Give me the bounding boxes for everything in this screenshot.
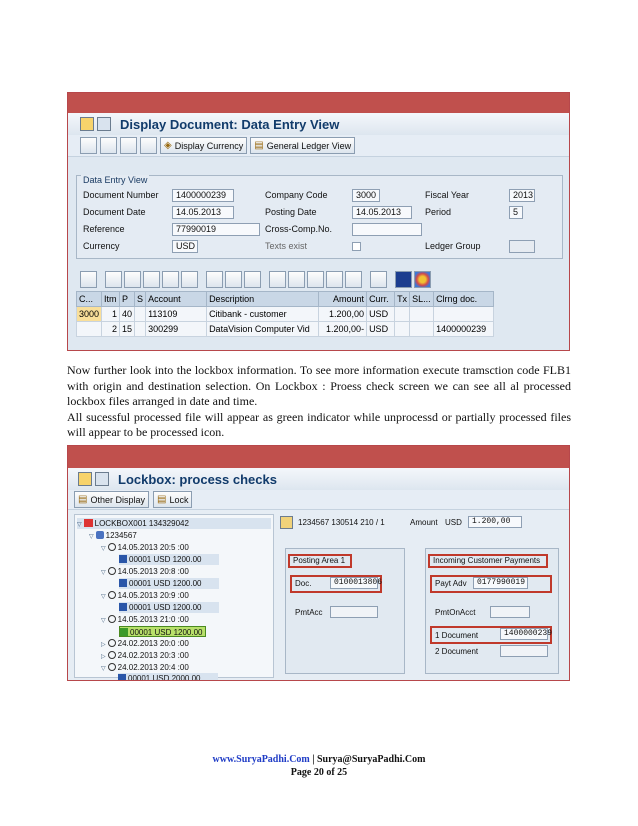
tree-node-time[interactable] — [101, 638, 189, 649]
table-cell: 1.200,00- — [319, 322, 367, 337]
tree-node-item[interactable] — [119, 602, 219, 613]
info-icon[interactable] — [395, 271, 412, 288]
word-icon[interactable] — [307, 271, 324, 288]
other-display-button[interactable] — [74, 491, 149, 508]
column-header[interactable]: C... — [77, 292, 102, 307]
incoming-payments-label: Incoming Customer Payments — [433, 556, 541, 565]
footer-separator: | — [309, 754, 317, 765]
table-cell: USD — [367, 307, 395, 322]
payt-adv-field[interactable]: 0177990019 — [473, 577, 528, 589]
doc-label: Doc. — [295, 579, 312, 588]
change-layout-icon[interactable] — [345, 271, 362, 288]
table-cell: 1.200,00 — [319, 307, 367, 322]
general-ledger-view-label: General Ledger View — [266, 140, 352, 151]
doc-field[interactable]: 0100013806 — [330, 577, 378, 589]
other-document-icon[interactable] — [100, 137, 117, 154]
tree-node-label: 14.05.2013 21:0 :00 — [117, 615, 189, 624]
table-cell — [77, 322, 102, 337]
column-header[interactable]: Itm — [102, 292, 120, 307]
fiscal-year-label: Fiscal Year — [425, 190, 470, 200]
other-display-label: Other Display — [90, 494, 145, 505]
export-icon[interactable] — [269, 271, 286, 288]
clock-icon — [108, 663, 116, 671]
menu-icon[interactable] — [78, 472, 92, 486]
document-number-field[interactable]: 1400000239 — [172, 189, 234, 202]
posting-date-label: Posting Date — [265, 207, 317, 217]
tree-node-label: 24.02.2013 20:0 :00 — [117, 639, 189, 648]
lock-icon: ▤ — [156, 494, 167, 505]
table-cell — [395, 307, 410, 322]
amount-field[interactable]: 1.200,00 — [468, 516, 522, 528]
table-cell: Citibank - customer — [207, 307, 319, 322]
column-header[interactable]: Curr. — [367, 292, 395, 307]
table-cell: 1 — [102, 307, 120, 322]
table-cell: DataVision Computer Vid — [207, 322, 319, 337]
document-date-label: Document Date — [83, 207, 146, 217]
paragraph-2: All sucessful processed file will appear as green indicator while unprocessd or partially processed files will appear to be processed icon. — [67, 409, 571, 439]
search-icon[interactable] — [120, 137, 137, 154]
title-bar — [68, 113, 569, 135]
table-cell: 2 — [102, 322, 120, 337]
cross-comp-field[interactable] — [352, 223, 422, 236]
filter-find-icon[interactable] — [124, 271, 141, 288]
table-row[interactable] — [77, 307, 494, 322]
header-bar — [68, 93, 569, 113]
doc2-label: 2 Document — [435, 647, 479, 656]
table-cell — [410, 307, 434, 322]
check-icon — [119, 603, 127, 611]
lock-button[interactable] — [153, 491, 192, 508]
table-cell: 40 — [120, 307, 135, 322]
screenshot-lockbox-process-checks — [67, 445, 570, 681]
document-icon — [280, 516, 293, 529]
tree-node-label: 00001 USD 1200.00 — [130, 628, 203, 637]
clock-icon — [108, 615, 116, 623]
expand-icon[interactable]: ▽ — [101, 666, 106, 672]
column-header[interactable]: Clrng doc. — [434, 292, 494, 307]
first-icon[interactable] — [105, 271, 122, 288]
company-code-field[interactable]: 3000 — [352, 189, 380, 202]
period-field[interactable]: 5 — [509, 206, 523, 219]
find-next-icon[interactable] — [143, 271, 160, 288]
ledger-group-label: Ledger Group — [425, 241, 481, 251]
email-text: Surya@SuryaPadhi.Com — [316, 754, 426, 765]
tree-node-label: 00001 USD 2000.00 — [128, 674, 201, 681]
texts-exist-label: Texts exist — [265, 241, 308, 251]
clock-icon — [108, 639, 116, 647]
table-row[interactable] — [77, 322, 494, 337]
clock-icon — [108, 543, 116, 551]
table-cell — [434, 307, 494, 322]
currency-label: Currency — [83, 241, 120, 251]
header-reference: 1234567 130514 210 / 1 — [298, 518, 385, 527]
sum-icon[interactable] — [206, 271, 223, 288]
table-cell — [410, 322, 434, 337]
line-items-table — [76, 291, 494, 337]
cross-comp-label: Cross-Comp.No. — [265, 224, 333, 234]
general-ledger-view-button[interactable] — [250, 137, 355, 154]
period-label: Period — [425, 207, 452, 217]
spreadsheet-icon[interactable] — [288, 271, 305, 288]
grid-toolbar — [80, 271, 431, 289]
column-header[interactable]: Description — [207, 292, 319, 307]
posting-area-label: Posting Area 1 — [293, 556, 346, 565]
tree-node-label: 14.05.2013 20:8 :00 — [117, 567, 189, 576]
tree-node-root[interactable] — [77, 518, 271, 529]
header-bar — [68, 446, 569, 468]
tree-node-time[interactable] — [101, 566, 189, 577]
posting-date-field[interactable]: 14.05.2013 — [352, 206, 412, 219]
pmtonacct-field[interactable] — [490, 606, 530, 618]
screenshot-display-document — [67, 92, 570, 351]
details-icon[interactable] — [80, 271, 97, 288]
expand-icon[interactable]: ▽ — [101, 618, 106, 624]
tree-node-label: 14.05.2013 20:5 :00 — [117, 543, 189, 552]
clock-icon — [108, 567, 116, 575]
tree-node-label: 14.05.2013 20:9 :00 — [117, 591, 189, 600]
tree-node-item[interactable] — [119, 578, 219, 589]
document-number-label: Document Number — [83, 190, 159, 200]
status-icon[interactable] — [97, 117, 111, 131]
title-bar — [68, 468, 569, 490]
clock-icon — [108, 591, 116, 599]
payt-adv-label: Payt Adv — [435, 579, 467, 588]
lockbox-icon — [84, 519, 93, 527]
paragraph-1: Now further look into the lockbox information. To see more information execute tramsction code FLB1 with origin and destination selection. On Lockbox : Proess check screen we can see all al processed lockbox files arranged in date and time. — [67, 363, 571, 408]
reference-label: Reference — [83, 224, 125, 234]
column-header[interactable]: Account — [146, 292, 207, 307]
toolbar — [68, 135, 569, 157]
sort-icon[interactable] — [162, 271, 179, 288]
table-cell: USD — [367, 322, 395, 337]
fiscal-year-field[interactable]: 2013 — [509, 189, 535, 202]
table-cell: 300299 — [146, 322, 207, 337]
tree-node-item[interactable] — [118, 673, 218, 681]
column-header[interactable]: Tx — [395, 292, 410, 307]
table-cell: 1400000239 — [434, 322, 494, 337]
tree-node-batch[interactable] — [89, 530, 137, 541]
table-header-row — [77, 292, 494, 307]
doc1-field[interactable]: 1400000239 — [500, 628, 548, 640]
menu-icon[interactable] — [80, 117, 94, 131]
amount-currency: USD — [445, 518, 462, 527]
table-cell — [395, 322, 410, 337]
tree-node-label: 00001 USD 1200.00 — [129, 603, 202, 612]
lock-label: Lock — [169, 494, 189, 505]
expand-icon[interactable]: ▽ — [101, 570, 106, 576]
check-icon — [119, 555, 127, 563]
currency-field[interactable]: USD — [172, 240, 198, 253]
table-cell: 15 — [120, 322, 135, 337]
column-header[interactable]: Amount — [319, 292, 367, 307]
document-date-field[interactable]: 14.05.2013 — [172, 206, 234, 219]
expand-icon[interactable]: ▽ — [101, 546, 106, 552]
batch-icon — [96, 531, 104, 539]
table-cell — [135, 307, 146, 322]
expand-icon[interactable]: ▽ — [89, 534, 94, 540]
tree-node-label: 24.02.2013 20:3 :00 — [117, 651, 189, 660]
toolbar — [68, 490, 569, 510]
tree-node-item[interactable] — [119, 554, 219, 565]
clock-icon — [108, 651, 116, 659]
pmtacc-label: PmtAcc — [295, 608, 323, 617]
tree-node-time[interactable] — [101, 542, 189, 553]
display-currency-label: Display Currency — [174, 140, 244, 151]
expand-icon[interactable]: ▽ — [101, 594, 106, 600]
reference-field[interactable]: 77990019 — [172, 223, 260, 236]
doc2-field[interactable] — [500, 645, 548, 657]
columns-icon[interactable] — [370, 271, 387, 288]
currency-icon: ◈ — [164, 140, 172, 151]
tree-node-item-processed[interactable] — [119, 626, 206, 637]
column-header[interactable]: SL... — [410, 292, 434, 307]
footer-line — [0, 753, 638, 766]
status-icon[interactable] — [95, 472, 109, 486]
filter-icon[interactable] — [181, 271, 198, 288]
check-icon — [119, 579, 127, 587]
screen-title: Display Document: Data Entry View — [120, 116, 340, 132]
display-currency-button[interactable] — [160, 137, 247, 154]
lockbox-tree — [74, 514, 274, 678]
tree-node-time[interactable] — [101, 590, 189, 601]
collapse-icon[interactable]: ▷ — [101, 642, 106, 648]
tree-node-label: LOCKBOX001 134329042 — [94, 519, 189, 528]
tree-node-time[interactable] — [101, 614, 189, 625]
subtotal-icon[interactable] — [225, 271, 242, 288]
pmtacc-field[interactable] — [330, 606, 378, 618]
column-header[interactable]: S — [135, 292, 146, 307]
texts-exist-checkbox[interactable] — [352, 242, 361, 251]
print-preview-icon[interactable] — [244, 271, 261, 288]
table-cell: 113109 — [146, 307, 207, 322]
page-footer — [0, 753, 638, 779]
layout-icon[interactable] — [326, 271, 343, 288]
table-cell — [135, 322, 146, 337]
green-indicator-icon — [120, 628, 128, 636]
tree-node-time[interactable] — [101, 662, 189, 673]
doc1-label: 1 Document — [435, 631, 479, 640]
graphic-icon[interactable] — [414, 271, 431, 288]
display-icon: ▤ — [78, 494, 88, 505]
pmtonacct-label: PmtOnAcct — [435, 608, 476, 617]
expand-icon[interactable]: ▽ — [77, 522, 82, 528]
print-icon[interactable] — [140, 137, 157, 154]
collapse-icon[interactable]: ▷ — [101, 654, 106, 660]
site-link[interactable]: www.SuryaPadhi.Com — [212, 754, 310, 765]
tree-node-label: 24.02.2013 20:4 :00 — [117, 663, 189, 672]
body-text — [67, 363, 571, 441]
amount-label: Amount — [410, 518, 438, 527]
company-code-label: Company Code — [265, 190, 328, 200]
page-number: Page 20 of 25 — [290, 767, 348, 778]
column-header[interactable]: P — [120, 292, 135, 307]
tree-node-label: 00001 USD 1200.00 — [129, 579, 202, 588]
tree-node-label: 00001 USD 1200.00 — [129, 555, 202, 564]
tree-node-label: 1234567 — [105, 531, 137, 540]
ledger-group-field[interactable] — [509, 240, 535, 253]
table-cell: 3000 — [77, 307, 102, 322]
group-title: Data Entry View — [83, 175, 148, 185]
tree-node-time[interactable] — [101, 650, 189, 661]
ledger-icon: ▤ — [254, 140, 264, 151]
screen-title: Lockbox: process checks — [118, 471, 277, 487]
data-entry-view-group — [76, 175, 563, 259]
check-icon — [118, 674, 126, 681]
detail-pane — [280, 514, 566, 678]
edit-icon[interactable] — [80, 137, 97, 154]
